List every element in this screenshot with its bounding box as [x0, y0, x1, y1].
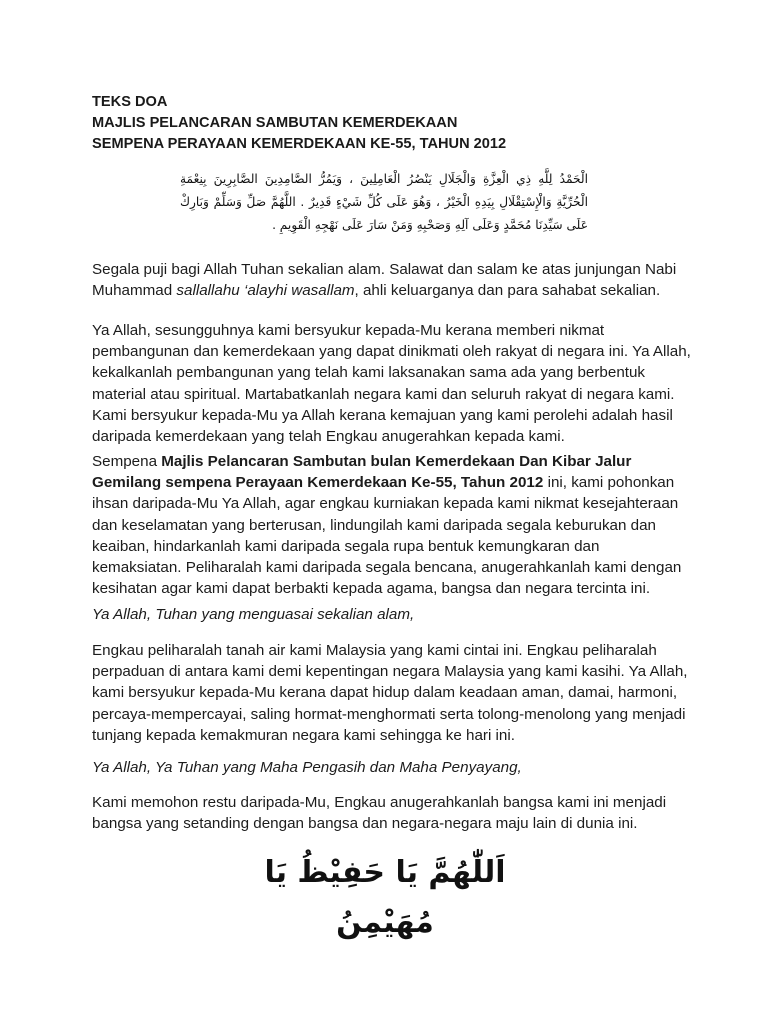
occasion-bold-title: Majlis Pelancaran Sambutan bulan Kemerdekaan Dan Kibar Jalur Gemilang sempena Perayaan Kemerdekaan Ke-55, Tahun 2012 — [92, 453, 632, 492]
occasion-text-start: Sempena — [92, 453, 162, 470]
invocation-2: Ya Allah, Ya Tuhan yang Maha Pengasih dan Maha Penyayang, — [92, 759, 522, 776]
arabic-closing-calligraphy: اَللّٰهُمَّ يَا حَفِيْظُ يَا مُهَيْمِنُ — [264, 855, 506, 940]
praise-text: Segala puji bagi Allah Tuhan sekalian alam. Salawat dan salam ke atas junjungan Nabi Muhammad — [92, 261, 677, 300]
praise-text-end: , ahli keluarganya dan para sahabat sekalian. — [354, 282, 661, 300]
occasion-text-end: ini, kami pohonkan ihsan daripada-Mu Ya Allah, agar engkau kurniakan kepada kami nikmat kesejahteraan dan keselamatan yang berterusan, lindungilah kami daripada segala keburukan dan keaiban, hindarkanlah kami daripada segala rupa bentuk kemungkaran dan kemaksiatan. Peliharalah kami daripada segala bencana, anugerahkanlah kami dengan kesihatan agar kami dapat berbakti kepada agama, bangsa dan negara tercinta ini. — [92, 474, 682, 598]
paragraph-occasion — [92, 451, 692, 599]
paragraph-praise — [92, 259, 692, 301]
praise-italic-text: sallallahu ‘alayhi wasallam — [176, 282, 355, 300]
heading-line-3: SEMPENA PERAYAAN KEMERDEKAAN KE-55, TAHUN 2012 — [92, 136, 507, 152]
heading-line-1: TEKS DOA — [92, 94, 168, 110]
paragraph-nation: Engkau peliharalah tanah air kami Malaysia yang kami cintai ini. Engkau peliharalah perpaduan di antara kami demi kepentingan negara Malaysia yang kami kasihi. Ya Allah, kami bersyukur kepada-Mu kerana dapat hidup dalam keadaan aman, damai, harmoni, percaya-mempercayai, saling hormat-menghormati serta tolong-menolong yang menjadi tunjang kepada kemakmuran negara kami sehingga ke hari ini. — [92, 642, 688, 744]
heading-line-2: MAJLIS PELANCARAN SAMBUTAN KEMERDEKAAN — [92, 115, 458, 131]
paragraph-request: Kami memohon restu daripada-Mu, Engkau anugerahkanlah bangsa kami ini menjadi bangsa yang setanding dengan bangsa dan negara-negara maju lain di dunia ini. — [92, 794, 667, 833]
arabic-opening-prayer: الْحَمْدُ لِلَّهِ ذِي الْعِزَّةِ وَالْجَلَالِ يَنْصُرُ الْعَامِلِينَ ، وَيَمُرُّ الصَّامِدِينَ الصَّابِرِينَ بِنِعْمَةِ الْحُرِّيَّةِ وَالْإِسْتِقْلَالِ بِيَدِهِ الْخَيْرُ ، وَهُوَ عَلَى كُلِّ شَيْءٍ قَدِيرٌ . اللَّهُمَّ صَلِّ وَسَلِّمْ وَبَارِكْ عَلَى سَيِّدِنَا مُحَمَّدٍ وَعَلَى آلِهِ وَصَحْبِهِ وَمَنْ سَارَ عَلَى نَهْجِهِ الْقَوِيمِ . — [180, 172, 588, 232]
invocation-1: Ya Allah, Tuhan yang menguasai sekalian alam, — [92, 606, 415, 623]
paragraph-gratitude: Ya Allah, sesungguhnya kami bersyukur kepada-Mu kerana memberi nikmat pembangunan dan kemerdekaan yang dapat dinikmati oleh rakyat di negara ini. Ya Allah, kekalkanlah pembangunan yang telah kami laksanakan sama ada yang berbentuk material atau spiritual. Martabatkanlah negara kami dan seluruh rakyat di negara kami. Kami bersyukur kepada-Mu ya Allah kerana kemajuan yang kami perolehi adalah hasil daripada kemerdekaan yang telah Engkau anugerahkan kepada kami. — [92, 322, 691, 446]
document-heading — [92, 92, 506, 155]
